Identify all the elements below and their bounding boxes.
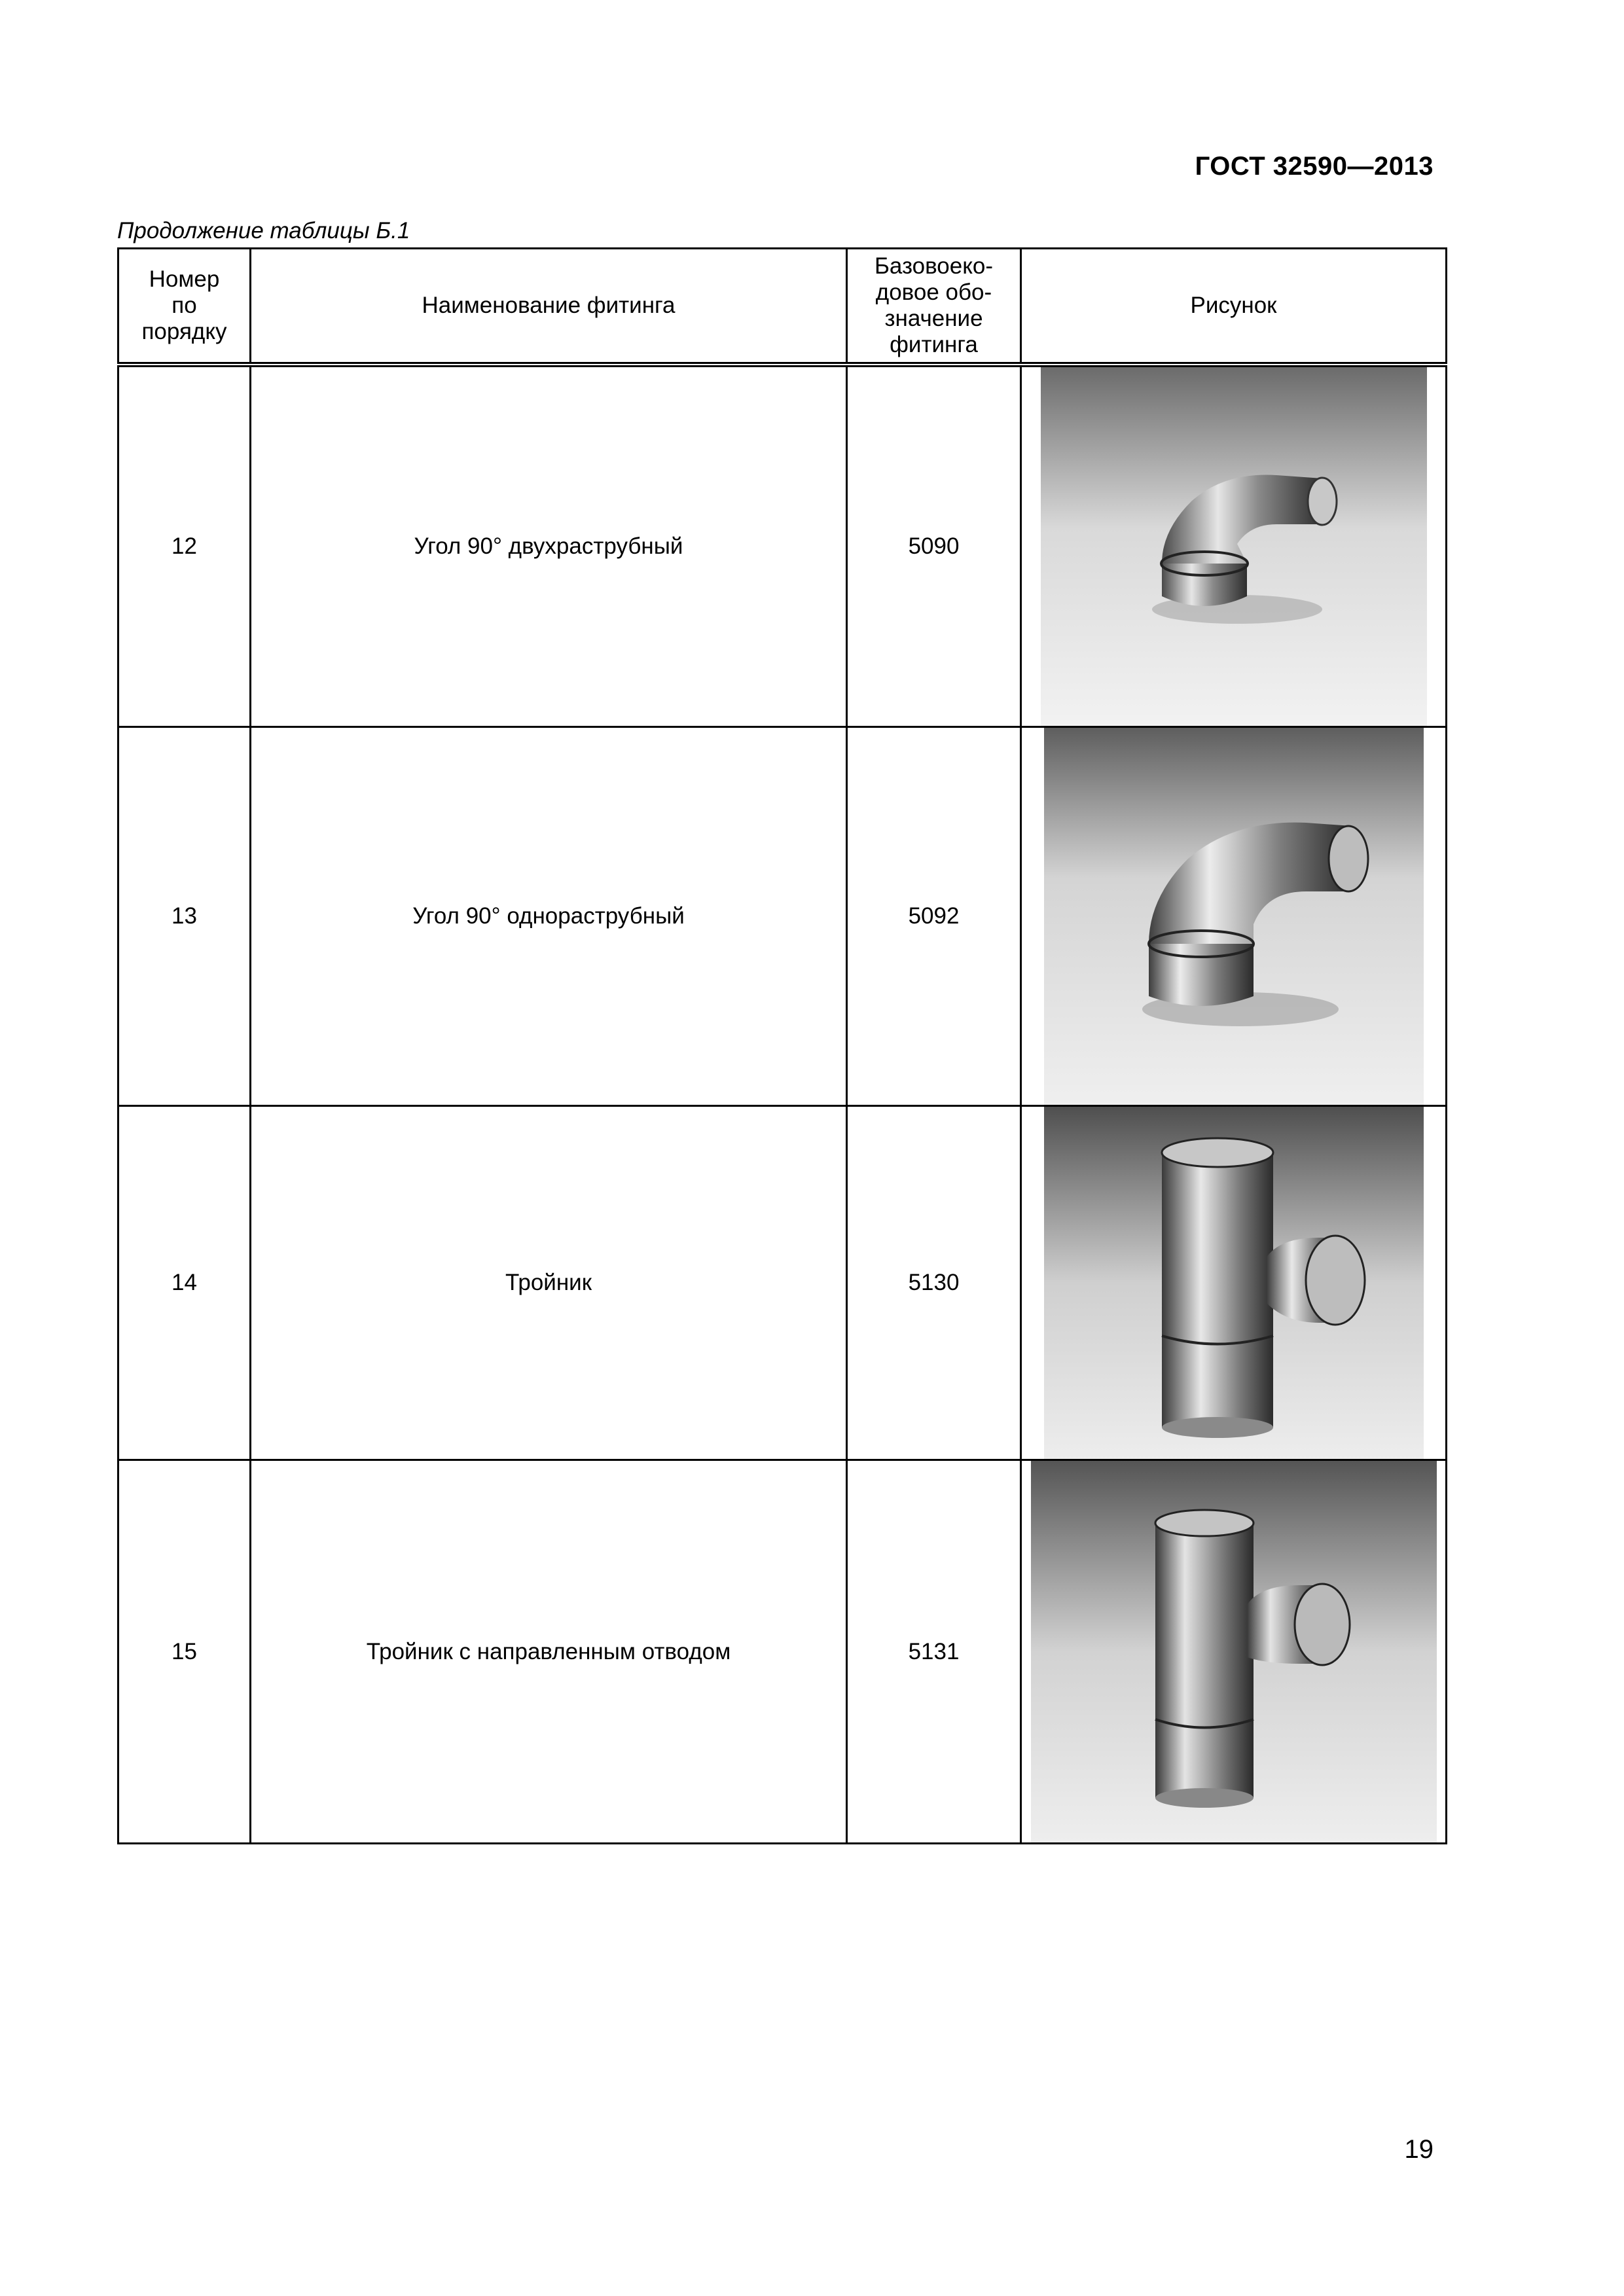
row-number: 12	[118, 365, 251, 727]
table-row	[118, 727, 1447, 1106]
fitting-picture	[1021, 365, 1447, 727]
row-number: 15	[118, 1460, 251, 1844]
table-row	[118, 1106, 1447, 1460]
row-number: 14	[118, 1106, 251, 1460]
fitting-code: 5090	[847, 365, 1021, 727]
fitting-code: 5092	[847, 727, 1021, 1106]
column-header-code: Базовоеко- довое обо- значение фитинга	[847, 249, 1021, 365]
column-header-name: Наименование фитинга	[251, 249, 847, 365]
table-caption: Продолжение таблицы Б.1	[117, 218, 410, 243]
elbow-90-single-socket-photo	[1044, 728, 1424, 1105]
table-row	[118, 365, 1447, 727]
fitting-name: Тройник	[251, 1106, 847, 1460]
fitting-name: Угол 90° однораструбный	[251, 727, 847, 1106]
fittings-table	[117, 247, 1447, 1844]
table-row	[118, 1460, 1447, 1844]
document-standard-header: ГОСТ 32590—2013	[1195, 152, 1434, 181]
fitting-picture	[1021, 727, 1447, 1106]
fitting-name: Угол 90° двухраструбный	[251, 365, 847, 727]
column-header-number: Номер по порядку	[118, 249, 251, 365]
page-number: 19	[1404, 2135, 1434, 2164]
fitting-code: 5130	[847, 1106, 1021, 1460]
fitting-code: 5131	[847, 1460, 1021, 1844]
elbow-90-double-socket-photo	[1041, 367, 1427, 726]
row-number: 13	[118, 727, 251, 1106]
tee-directed-branch-photo	[1031, 1461, 1437, 1842]
fitting-picture	[1021, 1106, 1447, 1460]
tee-photo	[1044, 1107, 1424, 1459]
fitting-name: Тройник с направленным отводом	[251, 1460, 847, 1844]
table-header-row	[118, 249, 1447, 365]
column-header-picture: Рисунок	[1021, 249, 1447, 365]
fitting-picture	[1021, 1460, 1447, 1844]
